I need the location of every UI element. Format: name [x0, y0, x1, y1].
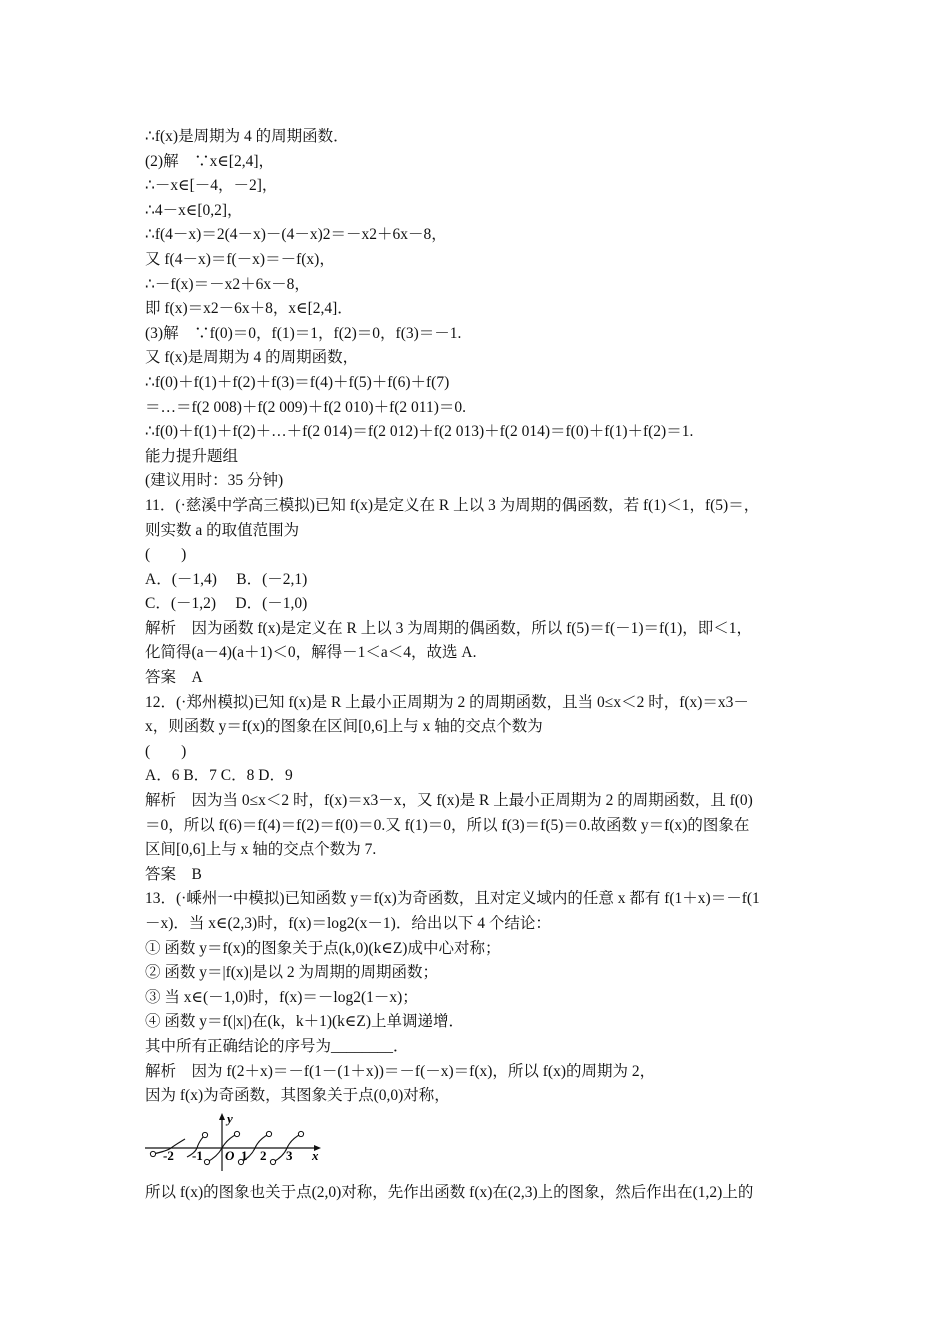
open-point [234, 1131, 239, 1136]
y-axis-label: y [227, 1112, 233, 1126]
tick-label: -2 [163, 1147, 174, 1163]
text-line: ③ 当 x∈(－1,0)时，f(x)＝－log2(1－x)； [145, 988, 418, 1006]
text-line: 答案 B [145, 865, 202, 883]
text-line: ∴f(0)＋f(1)＋f(2)＋f(3)＝f(4)＋f(5)＋f(6)＋f(7) [145, 373, 450, 391]
text-line: 解析 因为函数 f(x)是定义在 R 上以 3 为周期的偶函数，所以 f(5)＝f(－1)＝f(1)，即＜1， [145, 619, 753, 637]
document-body [145, 125, 813, 1205]
text-line: ∴－f(x)＝－x2＋6x－8， [145, 275, 310, 293]
text-line: 能力提升题组 [145, 447, 239, 465]
open-point [150, 1151, 155, 1156]
function-graph [145, 1113, 335, 1173]
text-line: ∴f(0)＋f(1)＋f(2)＋…＋f(2 014)＝f(2 012)＋f(2 013)＋f(2 014)＝f(0)＋f(1)＋f(2)＝1. [145, 423, 694, 441]
text-line: 其中所有正确结论的序号为________． [145, 1037, 409, 1055]
text-line: 即 f(x)＝x2－6x＋8，x∈[2,4]． [145, 300, 353, 318]
text-line: ② 函数 y＝|f(x)|是以 2 为周期的周期函数； [145, 964, 438, 982]
text-line: 13．(·嵊州一中模拟)已知函数 y＝f(x)为奇函数，且对定义域内的任意 x 都有 f(1＋x)＝－f(1 [145, 890, 760, 908]
text-line: (2)解 ∵x∈[2,4]， [145, 152, 274, 170]
tick-label: 3 [286, 1147, 293, 1163]
text-line: 11．(·慈溪中学高三模拟)已知 f(x)是定义在 R 上以 3 为周期的偶函数，若 f(1)＜1，f(5)＝， [145, 496, 760, 514]
text-line: 又 f(x)是周期为 4 的周期函数， [145, 349, 359, 367]
y-axis-arrow [219, 1113, 225, 1120]
text-line: ＝…＝f(2 008)＋f(2 009)＋f(2 010)＋f(2 011)＝0. [145, 398, 466, 416]
text-line: ④ 函数 y＝f(|x|)在(k，k＋1)(k∈Z)上单调递增． [145, 1013, 465, 1031]
text-line: A．6 B．7 C．8 D．9 [145, 767, 293, 785]
text-line: 因为 f(x)为奇函数，其图象关于点(0,0)对称， [145, 1087, 450, 1105]
text-line: ① 函数 y＝f(x)的图象关于点(k,0)(k∈Z)成中心对称； [145, 939, 501, 957]
origin-label: O [225, 1147, 235, 1163]
open-point [270, 1159, 275, 1164]
text-line: (3)解 ∵f(0)＝0，f(1)＝1，f(2)＝0，f(3)＝－1. [145, 324, 462, 342]
text-line: A．(－1,4) B．(－2,1) [145, 570, 308, 588]
tick-label: -1 [192, 1147, 203, 1163]
text-line: ＝0，所以 f(6)＝f(4)＝f(2)＝f(0)＝0.又 f(1)＝0，所以 f(3)＝f(5)＝0.故函数 y＝f(x)的图象在 [145, 816, 750, 834]
text-line: 12．(·郑州模拟)已知 f(x)是 R 上最小正周期为 2 的周期函数，且当 0≤x＜2 时，f(x)＝x3－ [145, 693, 749, 711]
text-line: 则实数 a 的取值范围为 [145, 521, 300, 539]
text-line: 答案 A [145, 669, 203, 687]
text-line: ( ) [145, 742, 187, 760]
text-line: 解析 因为 f(2＋x)＝－f(1－(1＋x))＝－f(－x)＝f(x)，所以 f(x)的周期为 2， [145, 1062, 656, 1080]
function-graph-figure [145, 1113, 813, 1173]
open-point [204, 1159, 209, 1164]
text-line: －x)．当 x∈(2,3)时，f(x)＝log2(x－1)．给出以下 4 个结论： [145, 915, 551, 932]
text-line: ∴－x∈[－4，－2]， [145, 177, 278, 195]
text-line: 又 f(4－x)＝f(－x)＝－f(x)， [145, 250, 335, 268]
tick-label: 2 [260, 1147, 267, 1163]
open-point [298, 1131, 303, 1136]
text-line: x，则函数 y＝f(x)的图象在区间[0,6]上与 x 轴的交点个数为 [145, 718, 543, 736]
text-line: (建议用时：35 分钟) [145, 472, 284, 490]
open-point [202, 1132, 207, 1137]
text-line: 所以 f(x)的图象也关于点(2,0)对称，先作出函数 f(x)在(2,3)上的图象，然后作出在(1,2)上的 [145, 1183, 754, 1201]
text-block-top [145, 125, 813, 1109]
text-line: 化简得(a－4)(a＋1)＜0，解得－1＜a＜4，故选 A. [145, 644, 477, 662]
text-line: 区间[0,6]上与 x 轴的交点个数为 7. [145, 841, 377, 859]
text-line: 解析 因为当 0≤x＜2 时，f(x)＝x3－x，又 f(x)是 R 上最小正周期为 2 的周期函数，且 f(0) [145, 792, 753, 810]
tick-label: 1 [241, 1147, 248, 1163]
text-line: C．(－1,2) D．(－1,0) [145, 595, 308, 613]
text-block-bottom [145, 1181, 813, 1206]
text-line: ∴f(4－x)＝2(4－x)－(4－x)2＝－x2＋6x－8， [145, 226, 447, 244]
open-point [266, 1131, 271, 1136]
text-line: ∴f(x)是周期为 4 的周期函数． [145, 128, 349, 145]
text-line: ( ) [145, 546, 187, 564]
x-axis-label: x [312, 1147, 319, 1163]
text-line: ∴4－x∈[0,2]， [145, 201, 243, 219]
